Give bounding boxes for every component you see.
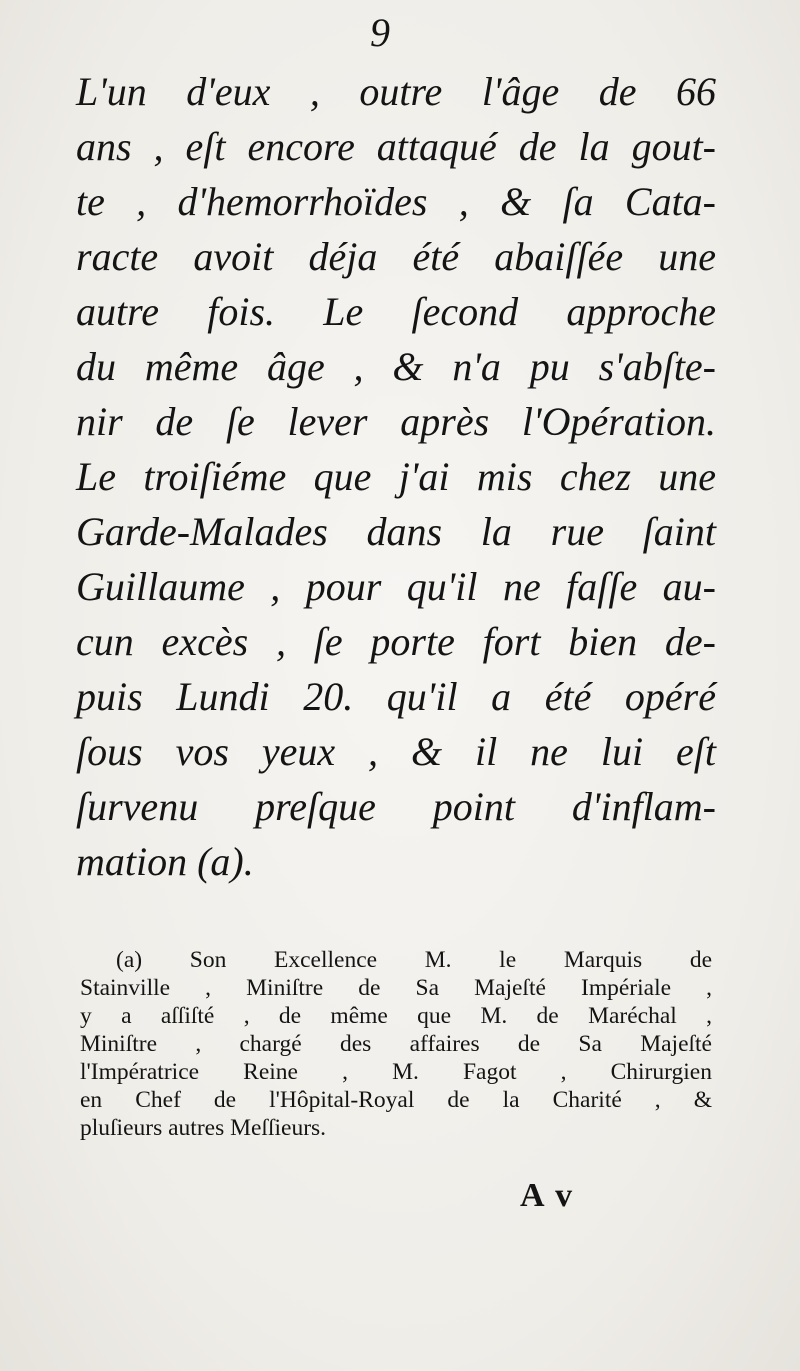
footnote-line: Stainville , Miniſtre de Sa Majeſté Impériale ,: [80, 975, 712, 1001]
text-line: Guillaume , pour qu'il ne faſſe au-: [76, 564, 716, 609]
text-line: nir de ſe lever après l'Opération.: [76, 399, 716, 444]
text-line: mation (a).: [76, 839, 254, 884]
text-line: racte avoit déja été abaiſſée une: [76, 234, 716, 279]
text-line: L'un d'eux , outre l'âge de 66: [76, 69, 716, 114]
text-line: ſurvenu preſque point d'inflam-: [76, 784, 716, 829]
text-line: cun excès , ſe porte fort bien de-: [76, 619, 716, 664]
footnote-line: y a aſſiſté , de même que M. de Maréchal ,: [80, 1003, 712, 1029]
footnote-block: [80, 946, 712, 1142]
footnote-line: en Chef de l'Hôpital-Royal de la Charité , &: [80, 1087, 712, 1113]
footnote-line: (a) Son Excellence M. le Marquis de: [116, 947, 712, 973]
footnote-line: Miniſtre , chargé des affaires de Sa Majeſté: [80, 1031, 712, 1057]
text-line: Garde-Malades dans la rue ſaint: [76, 509, 716, 554]
footnote-line: pluſieurs autres Meſſieurs.: [80, 1115, 327, 1141]
footnote-line: l'Impératrice Reine , M. Fagot , Chirurgien: [80, 1059, 712, 1085]
text-line: ans , eſt encore attaqué de la gout-: [76, 124, 716, 169]
text-line: Le troiſiéme que j'ai mis chez une: [76, 454, 716, 499]
text-line: autre fois. Le ſecond approche: [76, 289, 716, 334]
page-number: 9: [370, 10, 390, 55]
signature-mark: A v: [520, 1177, 575, 1214]
text-line: ſous vos yeux , & il ne lui eſt: [76, 729, 716, 774]
text-line: te , d'hemorrhoïdes , & ſa Cata-: [76, 179, 716, 224]
text-line: puis Lundi 20. qu'il a été opéré: [76, 674, 716, 719]
main-text-block: [76, 64, 716, 889]
text-line: du même âge , & n'a pu s'abſte-: [76, 344, 716, 389]
